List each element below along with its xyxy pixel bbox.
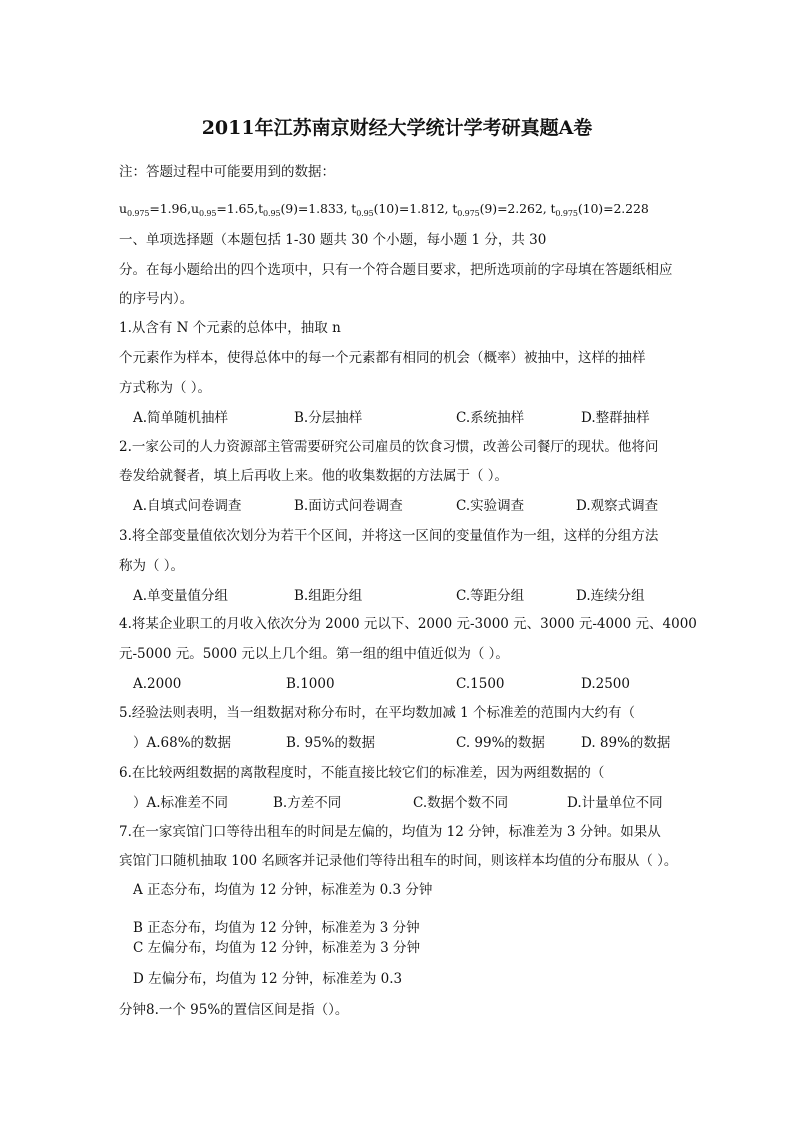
q7-stem-line-1: 7.在一家宾馆门口等待出租车的时间是左偏的，均值为 12 分钟，标准差为 3 分钟。如果从 — [119, 824, 661, 840]
q1-option-c: C.系统抽样 — [456, 410, 525, 426]
q2-options — [0, 496, 794, 516]
q6-stem-line-1: 6.在比较两组数据的离散程度时，不能直接比较它们的标准差，因为两组数据的（ — [119, 765, 605, 781]
q5-option-d: D. 89%的数据 — [581, 735, 671, 751]
q2-stem-line-2: 卷发给就餐者，填上后再收上来。他的收集数据的方法属于（ ）。 — [119, 468, 509, 484]
t-quantile-4: $t_{0.975}(10)=2.228$ — [550, 201, 649, 218]
q4-stem-line-1: 4.将某企业职工的月收入依次分为 2000 元以下、2000 元-3000 元、3000 元-4000 元、4000 — [119, 616, 697, 632]
q3-stem-line-2: 称为（ ）。 — [119, 558, 185, 574]
t-quantile-1: $t_{0.95}(9)=1.833$, — [258, 201, 352, 218]
section-heading-line-3: 的序号内）。 — [119, 291, 194, 307]
q1-stem-line-3: 方式称为（ ）。 — [119, 380, 212, 396]
formula-line — [119, 199, 649, 219]
q2-option-d: D.观察式调查 — [576, 498, 659, 514]
q3-option-d: D.连续分组 — [576, 588, 645, 604]
q3-options — [0, 586, 794, 606]
t-quantile-2: $t_{0.95}(10)=1.812$, — [351, 201, 453, 218]
q1-options — [0, 408, 794, 428]
q5-option-b: B. 95%的数据 — [286, 735, 376, 751]
q4-option-b: B.1000 — [286, 676, 335, 692]
q1-stem-line-2: 个元素作为样本，使得总体中的每一个元素都有相同的机会（概率）被抽中，这样的抽样 — [119, 350, 646, 366]
q5-options — [0, 733, 794, 753]
q7-option-c: C 左偏分布，均值为 12 分钟，标准差为 3 分钟 — [133, 940, 421, 956]
q6-option-c: C.数据个数不同 — [413, 795, 509, 811]
u-quantile-2: $u_{0.95}=1.65$, — [191, 201, 259, 218]
q3-option-b: B.组距分组 — [294, 588, 363, 604]
q2-stem-line-1: 2.一家公司的人力资源部主管需要研究公司雇员的饮食习惯，改善公司餐厅的现状。他将问 — [119, 439, 659, 455]
q4-options — [0, 674, 794, 694]
q5-option-a: ）A.68%的数据 — [133, 735, 232, 751]
q1-option-b: B.分层抽样 — [294, 410, 363, 426]
t-quantile-3: $t_{0.975}(9)=2.262$, — [452, 201, 551, 218]
q4-stem-line-2: 元-5000 元。5000 元以上几个组。第一组的组中值近似为（ ）。 — [119, 646, 509, 662]
q2-option-a: A.自填式问卷调查 — [133, 498, 242, 514]
q1-option-d: D.整群抽样 — [581, 410, 650, 426]
q5-stem-line-1: 5.经验法则表明，当一组数据对称分布时，在平均数加减 1 个标准差的范围内大约有（ — [119, 705, 636, 721]
q3-stem-line-1: 3.将全部变量值依次划分为若干个区间，并将这一区间的变量值作为一组，这样的分组方法 — [119, 528, 659, 544]
q4-option-d: D.2500 — [581, 676, 630, 692]
section-heading-line-2: 分。在每小题给出的四个选项中，只有一个符合题目要求，把所选项前的字母填在答题纸相应 — [119, 262, 673, 278]
q8-stem-line-1: 分钟8.一个 95%的置信区间是指（）。 — [119, 1002, 349, 1018]
q6-option-d: D.计量单位不同 — [567, 795, 663, 811]
q1-option-a: A.简单随机抽样 — [133, 410, 229, 426]
q7-option-b: B 正态分布，均值为 12 分钟，标准差为 3 分钟 — [133, 920, 420, 936]
q3-option-c: C.等距分组 — [456, 588, 525, 604]
q4-option-c: C.1500 — [456, 676, 505, 692]
note-line: 注：答题过程中可能要用到的数据： — [119, 164, 335, 180]
q4-option-a: A.2000 — [133, 676, 182, 692]
q1-stem-line-1: 1.从含有 N 个元素的总体中，抽取 n — [119, 320, 341, 336]
page-title: 2011年江苏南京财经大学统计学考研真题A卷 — [201, 117, 593, 139]
q6-options — [0, 793, 794, 813]
q6-option-b: B.方差不同 — [273, 795, 342, 811]
q3-option-a: A.单变量值分组 — [133, 588, 229, 604]
q6-option-a: ）A.标准差不同 — [133, 795, 229, 811]
q7-option-a: A 正态分布，均值为 12 分钟，标准差为 0.3 分钟 — [133, 882, 433, 898]
q5-option-c: C. 99%的数据 — [456, 735, 545, 751]
u-quantile-1: $u_{0.975}=1.96$, — [119, 201, 192, 218]
q7-stem-line-2: 宾馆门口随机抽取 100 名顾客并记录他们等待出租车的时间，则该样本均值的分布服从（ ）。 — [119, 853, 678, 869]
q2-option-c: C.实验调查 — [456, 498, 525, 514]
q2-option-b: B.面访式问卷调查 — [294, 498, 403, 514]
q7-option-d: D 左偏分布，均值为 12 分钟，标准差为 0.3 — [133, 971, 403, 987]
section-heading-line-1: 一、单项选择题（本题包括 1-30 题共 30 个小题，每小题 1 分，共 30 — [119, 232, 547, 248]
